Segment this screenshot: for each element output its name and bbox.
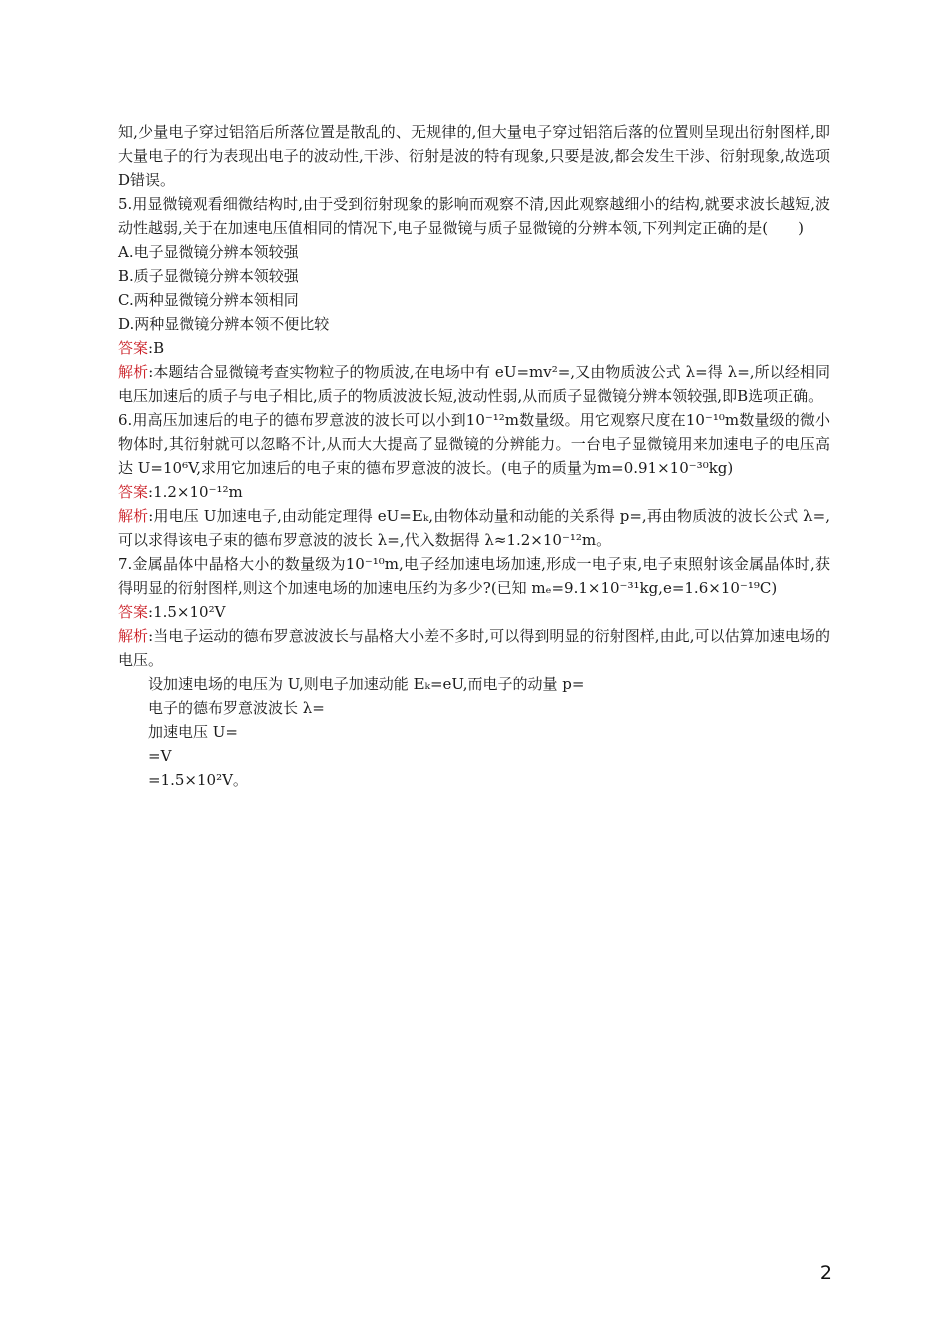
solution-step: 加速电压 U= xyxy=(148,723,238,741)
analysis-text: :用电压 U加速电子,由动能定理得 eU=Eₖ,由物体动量和动能的关系得 p=,再由物质波的波长公式 λ=,可以求得该电子束的德布罗意波的波长 λ=,代入数据得 λ≈1.2×10⁻¹²m。 xyxy=(118,507,830,549)
page-number: 2 xyxy=(819,1262,832,1284)
intro-paragraph: 知,少量电子穿过铝箔后所落位置是散乱的、无规律的,但大量电子穿过铝箔后落的位置则呈现出衍射图样,即大量电子的行为表现出电子的波动性,干涉、衍射是波的特有现象,只要是波,都会发生干涉、衍射现象,故选项D错误。 xyxy=(118,123,830,189)
answer-value: :1.5×10²V xyxy=(148,603,226,621)
question-5-option-d: D.两种显微镜分辨本领不便比较 xyxy=(118,315,330,333)
question-7-answer xyxy=(118,600,830,624)
answer-label: 答案 xyxy=(118,339,149,357)
document-body xyxy=(118,120,830,792)
question-5-option-a: A.电子显微镜分辨本领较强 xyxy=(118,243,299,261)
solution-step: =1.5×10²V。 xyxy=(148,771,248,789)
question-6-analysis xyxy=(118,504,830,552)
question-5-option-b: B.质子显微镜分辨本领较强 xyxy=(118,267,299,285)
solution-step: =V xyxy=(148,747,172,765)
answer-label: 答案 xyxy=(118,483,149,501)
question-5-text: 5.用显微镜观看细微结构时,由于受到衍射现象的影响而观察不清,因此观察越细小的结构,就要求波长越短,波动性越弱,关于在加速电压值相同的情况下,电子显微镜与质子显微镜的分辨本领,下列判定正确的是( ) xyxy=(118,195,830,237)
question-7-text: 7.金属晶体中晶格大小的数量级为10⁻¹⁰m,电子经加速电场加速,形成一电子束,电子束照射该金属晶体时,获得明显的衍射图样,则这个加速电场的加速电压约为多少?(已知 mₑ=9.1×10⁻³¹kg,e=1.6×10⁻¹⁹C) xyxy=(118,555,830,597)
analysis-label: 解析 xyxy=(118,363,149,381)
solution-step: 电子的德布罗意波波长 λ= xyxy=(148,699,325,717)
question-5-answer xyxy=(118,336,830,360)
answer-value: :1.2×10⁻¹²m xyxy=(148,483,243,501)
question-5-analysis xyxy=(118,360,830,408)
analysis-text: :当电子运动的德布罗意波波长与晶格大小差不多时,可以得到明显的衍射图样,由此,可以估算加速电场的电压。 xyxy=(118,627,830,669)
analysis-label: 解析 xyxy=(118,507,149,525)
analysis-text: :本题结合显微镜考查实物粒子的物质波,在电场中有 eU=mv²=,又由物质波公式 λ=得 λ=,所以经相同电压加速后的质子与电子相比,质子的物质波波长短,波动性弱,从而质子显微镜分辨本领较强,即B选项正确。 xyxy=(118,363,830,405)
question-5-option-c: C.两种显微镜分辨本领相同 xyxy=(118,291,299,309)
question-6-text: 6.用高压加速后的电子的德布罗意波的波长可以小到10⁻¹²m数量级。用它观察尺度在10⁻¹⁰m数量级的微小物体时,其衍射就可以忽略不计,从而大大提高了显微镜的分辨能力。一台电子显微镜用来加速电子的电压高达 U=10⁶V,求用它加速后的电子束的德布罗意波的波长。(电子的质量为m=0.91×10⁻³⁰kg) xyxy=(118,411,830,477)
answer-value: :B xyxy=(148,339,165,357)
solution-step: 设加速电场的电压为 U,则电子加速动能 Eₖ=eU,而电子的动量 p= xyxy=(148,675,585,693)
analysis-label: 解析 xyxy=(118,627,149,645)
question-7-analysis xyxy=(118,624,830,672)
answer-label: 答案 xyxy=(118,603,149,621)
question-6-answer xyxy=(118,480,830,504)
